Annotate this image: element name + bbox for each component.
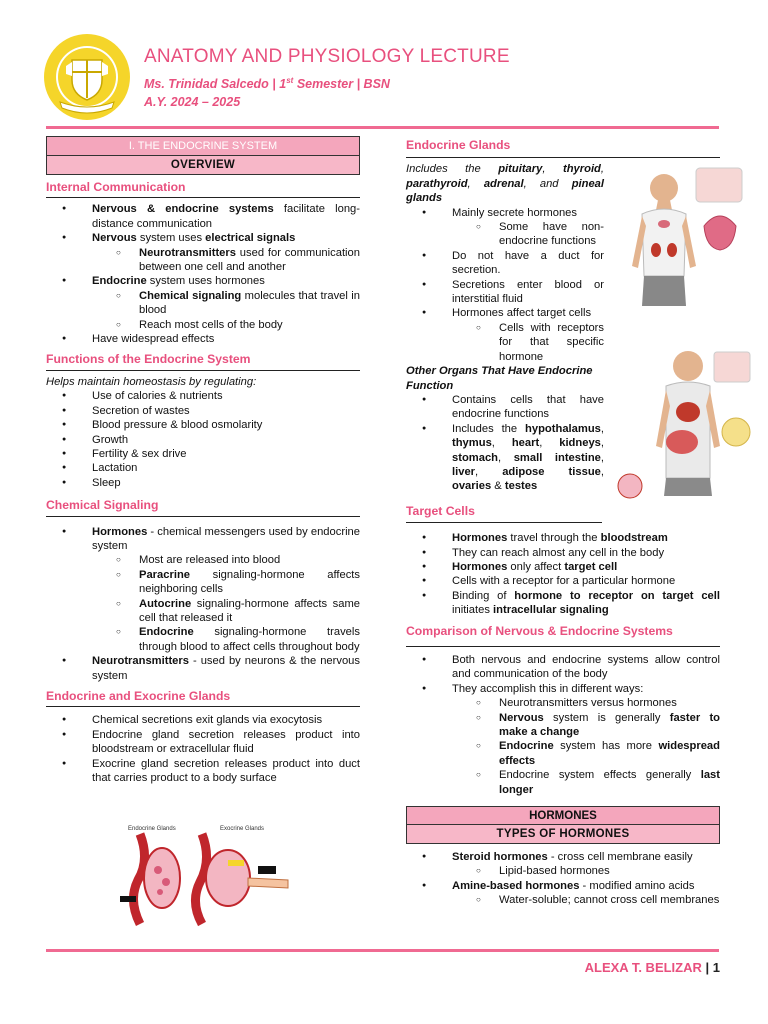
sub-list-item: ○ Lipid-based hormones — [406, 864, 720, 878]
list-item: ● Binding of hormone to receptor on target cell initiates intracellular signaling — [406, 589, 720, 618]
other-endocrine-organs-figure — [614, 346, 754, 512]
list-item: ● They accomplish this in different ways: — [406, 682, 720, 696]
sub-list-item: ○ Endocrine system has more widespread effects — [406, 739, 720, 768]
section-title: Target Cells — [406, 504, 602, 523]
list-item: ● Cells with a receptor for a particular hormone — [406, 574, 720, 588]
endocrine-glands-anatomy-figure — [624, 166, 746, 332]
figure-label-endocrine: Endocrine Glands — [128, 826, 176, 832]
hormone-types-list — [406, 850, 720, 908]
list-item: ● Mainly secrete hormones — [406, 206, 604, 220]
list-item: ● Amine-based hormones - modified amino acids — [406, 879, 720, 893]
sub-list-item: ○ Nervous system is generally faster to make a change — [406, 711, 720, 740]
academic-year: A.Y. 2024 – 2025 — [144, 95, 241, 110]
section-title: Internal Communication — [46, 180, 360, 198]
list-item: ● Hormones - chemical messengers used by endocrine system — [46, 525, 360, 554]
semester-suffix: st — [286, 76, 294, 85]
list-item: ● Endocrine gland secretion releases product into bloodstream or extracellular fluid — [46, 728, 360, 757]
sub-list-item: ○ Autocrine signaling-hormone affects same cell that released it — [46, 597, 360, 626]
semester-number: 1 — [279, 77, 287, 92]
list-item: ● Have widespread effects — [46, 332, 360, 346]
college-seal-logo — [42, 32, 132, 122]
list-item: ● Hormones travel through the bloodstream — [406, 531, 720, 545]
hormones-title-bar: HORMONES — [406, 806, 720, 825]
footer-rule — [46, 949, 719, 952]
endocrine-functions-list — [46, 389, 360, 490]
sub-list-item: ○ Neurotransmitters versus hormones — [406, 696, 720, 710]
list-item: ● Fertility & sex drive — [46, 447, 360, 461]
left-column — [46, 136, 360, 785]
section-title: Functions of the Endocrine System — [46, 352, 360, 370]
list-item: ● Contains cells that have endocrine functions — [406, 393, 604, 422]
section-title: Endocrine Glands — [406, 138, 720, 158]
other-organs-list — [406, 393, 604, 494]
page-footer — [585, 960, 720, 975]
list-item: ● Hormones only affect target cell — [406, 560, 720, 574]
endocrine-exocrine-gland-figure — [110, 820, 300, 932]
document-subtitle: Ms. Trinidad Salcedo | 1st Semester | BSN A.Y. 2024 – 2025 — [144, 76, 390, 110]
list-item: ● Nervous & endocrine systems facilitate long-distance communication — [46, 202, 360, 231]
list-item: ● Growth — [46, 433, 360, 447]
page-number: 1 — [712, 960, 720, 975]
list-item: ● Lactation — [46, 461, 360, 475]
unit-subtitle-bar: OVERVIEW — [46, 156, 360, 175]
section-title: Comparison of Nervous & Endocrine Systems — [406, 624, 720, 647]
glands-list — [46, 713, 360, 785]
sub-list-item: ○ Endocrine signaling-hormone travels through blood to affect cells throughout body — [46, 625, 360, 654]
sub-list-item: ○ Reach most cells of the body — [46, 318, 360, 332]
list-item: ● Do not have a duct for secretion. — [406, 249, 604, 278]
chemical-signaling-list — [46, 525, 360, 683]
list-item: ● They can reach almost any cell in the body — [406, 546, 720, 560]
section-lead: Helps maintain homeostasis by regulating: — [46, 375, 257, 388]
sub-list-item: ○ Water-soluble; cannot cross cell membranes — [406, 893, 720, 907]
list-item: ● Blood pressure & blood osmolarity — [46, 418, 360, 432]
target-cells-list — [406, 531, 720, 617]
list-item: ● Sleep — [46, 476, 360, 490]
list-item: ● Endocrine system uses hormones — [46, 274, 360, 288]
list-item: ● Neurotransmitters - used by neurons & the nervous system — [46, 654, 360, 683]
footer-separator: | — [701, 960, 713, 975]
list-item: ● Use of calories & nutrients — [46, 389, 360, 403]
list-item: ● Hormones affect target cells — [406, 306, 604, 320]
list-item: ● Includes the hypothalamus, thymus, heart, kidneys, stomach, small intestine, liver, adipose tissue, ovaries & testes — [406, 422, 604, 494]
sub-list-item: ○ Neurotransmitters used for communication between one cell and another — [46, 246, 360, 275]
sub-list-item: ○ Chemical signaling molecules that travel in blood — [46, 289, 360, 318]
list-item: ● Secretions enter blood or interstitial fluid — [406, 278, 604, 307]
internal-communication-list — [46, 202, 360, 346]
list-item: ● Steroid hormones - cross cell membrane easily — [406, 850, 720, 864]
figure-label-exocrine: Exocrine Glands — [220, 826, 265, 832]
list-item: ● Nervous system uses electrical signals — [46, 231, 360, 245]
unit-title-bar: I. THE ENDOCRINE SYSTEM — [46, 136, 360, 156]
sub-list-item: ○ Paracrine signaling-hormone affects neighboring cells — [46, 568, 360, 597]
comparison-list — [406, 653, 720, 797]
list-item: ● Chemical secretions exit glands via exocytosis — [46, 713, 360, 727]
sub-list-item: ○ Cells with receptors for that specific hormone — [406, 321, 604, 364]
semester-rest: Semester | BSN — [293, 77, 390, 92]
hormones-subtitle-bar: TYPES OF HORMONES — [406, 825, 720, 844]
sub-list-item: ○ Endocrine system effects generally last longer — [406, 768, 720, 797]
instructor: Ms. Trinidad Salcedo — [144, 77, 269, 92]
other-organs-heading: Other Organs That Have Endocrine Function — [406, 365, 593, 392]
list-item: ● Both nervous and endocrine systems allow control and communication of the body — [406, 653, 720, 682]
sub-list-item: ○ Most are released into blood — [46, 553, 360, 567]
sub-list-item: ○ Some have non-endocrine functions — [406, 220, 604, 249]
list-item: ● Exocrine gland secretion releases product into duct that carries product to a body surface — [46, 757, 360, 786]
list-item: ● Secretion of wastes — [46, 404, 360, 418]
header-rule — [46, 126, 719, 129]
document-title: ANATOMY AND PHYSIOLOGY LECTURE — [144, 46, 510, 67]
section-title: Chemical Signaling — [46, 498, 360, 516]
section-title: Endocrine and Exocrine Glands — [46, 689, 360, 707]
endocrine-glands-list — [406, 206, 604, 364]
footer-author: ALEXA T. BELIZAR — [584, 960, 702, 975]
endocrine-glands-lead: Includes the pituitary, thyroid, parathyroid, adrenal, and pineal glands — [406, 163, 605, 205]
